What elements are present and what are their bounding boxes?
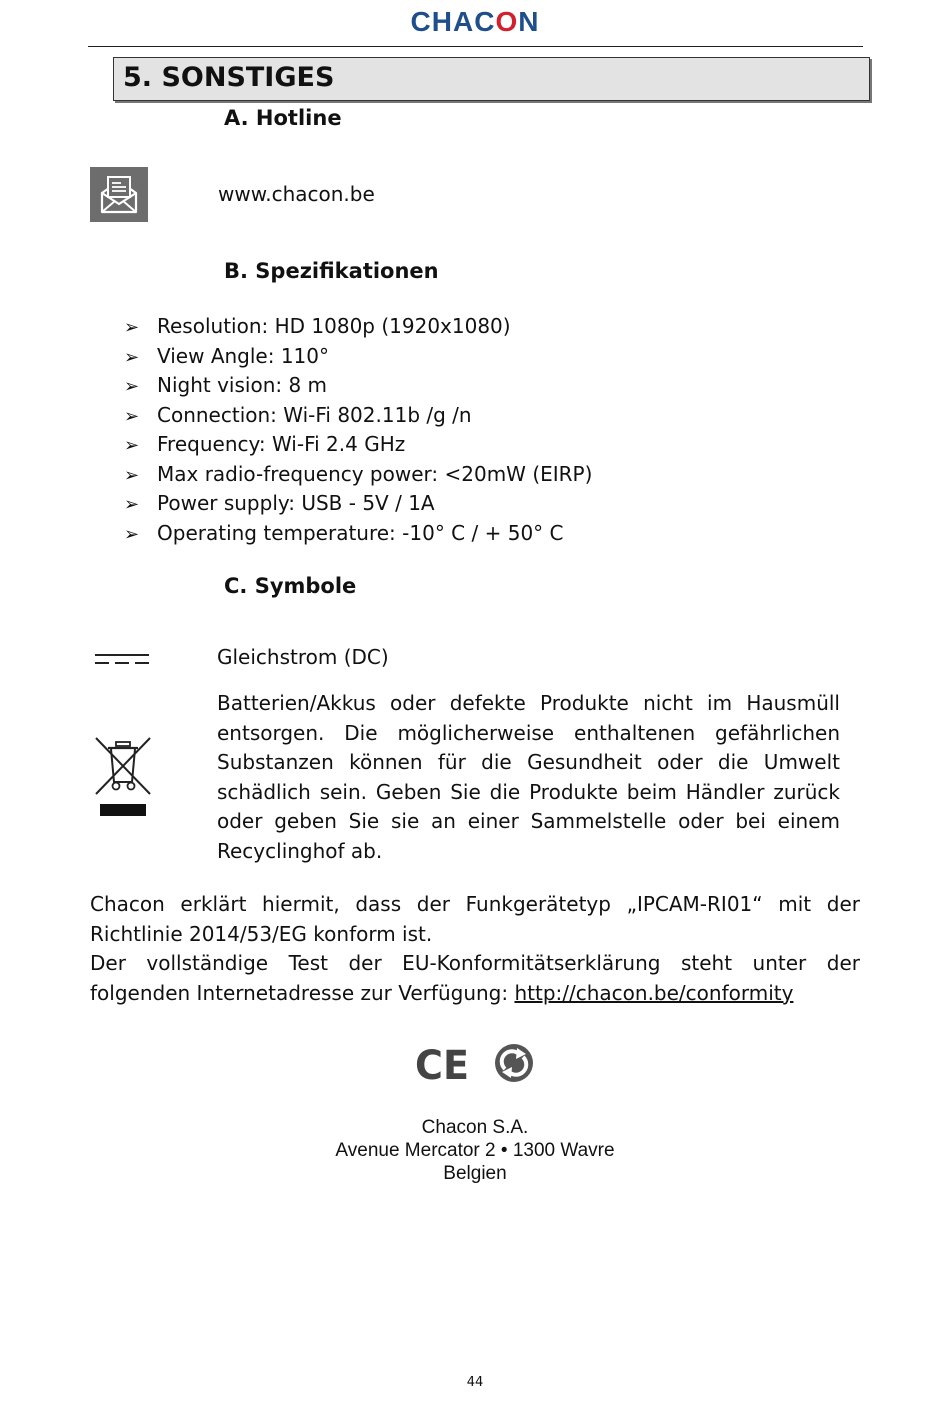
bullet-arrow-icon: ➢: [124, 494, 140, 515]
spec-item: ➢ View Angle: 110°: [124, 342, 592, 372]
bullet-arrow-icon: ➢: [124, 523, 140, 545]
conformity-declaration: Chacon erklärt hiermit, dass der Funkgerätetyp „IPCAM-RI01“ mit der Richtlinie 2014/53/EG konform ist.: [90, 892, 860, 946]
bullet-arrow-icon: ➢: [124, 405, 140, 427]
spec-item: ➢ Night vision: 8 m: [124, 371, 592, 401]
symbols-heading: C. Symbole: [224, 574, 357, 598]
recycling-mark-icon: [493, 1042, 535, 1084]
weee-text: Batterien/Akkus oder defekte Produkte nicht im Hausmüll entsorgen. Die möglicherweise enthaltenen gefährlichen Substanzen können für die Gesundheit oder die Umwelt schädlich sein. Geben Sie die Produkte beim Händler zurück oder geben Sie sie an einer Sammelstelle oder bei einem Recyclinghof ab.: [217, 691, 840, 863]
bullet-arrow-icon: ➢: [124, 346, 140, 368]
brand-text-end: N: [518, 6, 540, 37]
bullet-arrow-icon: ➢: [124, 376, 140, 397]
weee-bin-icon: [94, 736, 152, 818]
header-rule: [88, 46, 863, 47]
spec-item: ➢ Power supply: USB - 5V / 1A: [124, 489, 592, 519]
conformity-link[interactable]: http://chacon.be/conformity: [514, 980, 794, 1005]
brand-logo: [0, 6, 950, 38]
bullet-arrow-icon: ➢: [124, 317, 140, 338]
ce-mark-text: CE: [415, 1044, 469, 1082]
brand-text-start: CHAC: [410, 6, 496, 37]
hotline-heading: A. Hotline: [224, 106, 342, 130]
spec-item: ➢ Max radio-frequency power: <20mW (EIRP): [124, 460, 592, 490]
dc-symbol-icon: [95, 651, 149, 665]
bullet-arrow-icon: ➢: [124, 435, 140, 456]
conformity-info: Der vollständige Test der EU-Konformitätserklärung steht unter der folgenden Internetadresse zur Verfügung: http://chacon.be/conformity: [90, 951, 860, 1005]
spec-item: ➢ Operating temperature: -10° C / + 50° C: [124, 519, 592, 549]
hotline-website[interactable]: www.chacon.be: [218, 182, 375, 206]
section-title: 5. SONSTIGES: [123, 62, 335, 93]
bullet-arrow-icon: ➢: [124, 464, 140, 486]
specs-heading: B. Spezifikationen: [224, 259, 439, 283]
ce-mark-icon: [415, 1044, 471, 1082]
spec-item: ➢ Connection: Wi-Fi 802.11b /g /n: [124, 401, 592, 431]
spec-item: ➢ Frequency: Wi-Fi 2.4 GHz: [124, 430, 592, 460]
mail-icon: [90, 167, 148, 222]
specs-list: [124, 312, 592, 548]
spec-item: ➢ Resolution: HD 1080p (1920x1080): [124, 312, 592, 342]
company-street: Avenue Mercator 2 • 1300 Wavre: [335, 1140, 615, 1161]
dc-label: Gleichstrom (DC): [217, 645, 389, 669]
company-country: Belgien: [443, 1163, 507, 1184]
page-number: 44: [466, 1375, 484, 1390]
brand-text-o: O: [495, 6, 519, 37]
company-name: Chacon S.A.: [421, 1117, 529, 1138]
